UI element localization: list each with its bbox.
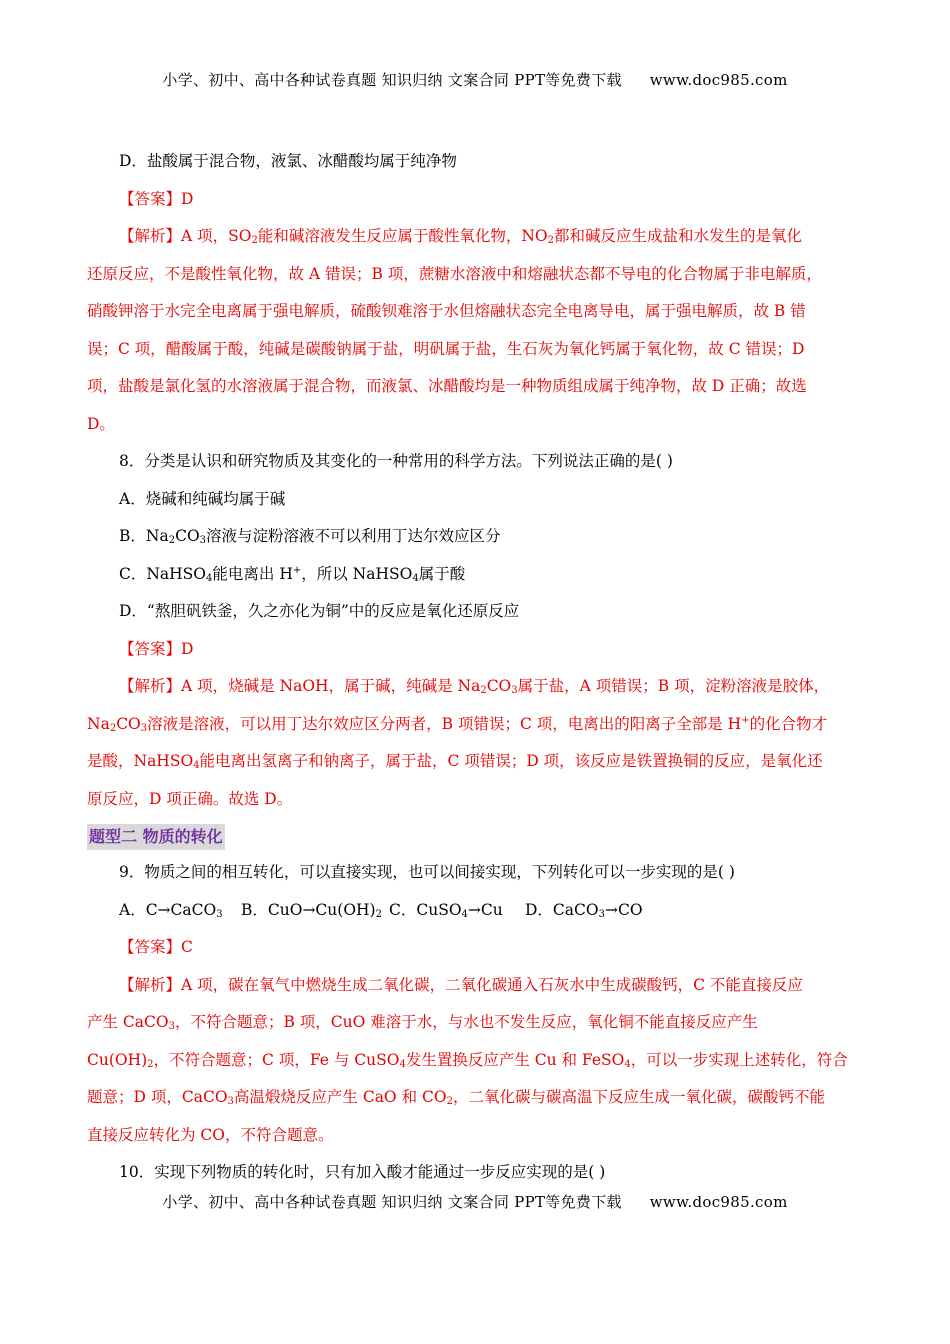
footer-text: 小学、初中、高中各种试卷真题 知识归纳 文案合同 PPT等免费下载 <box>162 1193 622 1211</box>
q7-analysis-line: 【解析】A 项，$SO_2$能和碱溶液发生反应属于酸性氧化物，$NO_2$都和碱反应生成盐和水发生的是氧化 <box>119 227 802 246</box>
q8-option-c: C．NaHSO$_4$能电离出 H+，所以 NaHSO$_4$属于酸 <box>119 564 466 584</box>
q9-answer: 【答案】C <box>119 938 193 956</box>
q7-answer: 【答案】D <box>119 189 194 208</box>
q9-analysis-line: 直接反应转化为 CO，不符合题意。 <box>87 1125 334 1144</box>
q9-option-c: C．CuSO$_4$→Cu <box>389 900 503 920</box>
q8-answer: 【答案】D <box>119 639 194 658</box>
q8-option-a: A．烧碱和纯碱均属于碱 <box>119 489 286 508</box>
q9-analysis-line: 【解析】A 项，碳在氧气中燃烧生成二氧化碳，二氧化碳通入石灰水中生成碳酸钙，C 不能直接反应 <box>119 975 803 994</box>
page-footer <box>0 1191 950 1212</box>
q7-option-d: D．盐酸属于混合物，液氯、冰醋酸均属于纯净物 <box>119 152 457 170</box>
q9-analysis-line: $Cu(OH)_2$，不符合题意；C 项，Fe 与 CuSO$_4$发生置换反应产生 Cu 和 FeSO$_4$，可以一步实现上述转化，符合 <box>87 1050 848 1070</box>
q9-stem: 9．物质之间的相互转化，可以直接实现，也可以间接实现，下列转化可以一步实现的是( ) <box>119 863 735 881</box>
q10-stem: 10．实现下列物质的转化时，只有加入酸才能通过一步反应实现的是( ) <box>119 1163 606 1181</box>
q8-option-d: D．“熬胆矾铁釜，久之亦化为铜”中的反应是氧化还原反应 <box>119 602 520 620</box>
section-heading: 题型二 物质的转化 <box>87 824 225 850</box>
header-text: 小学、初中、高中各种试卷真题 知识归纳 文案合同 PPT等免费下载 <box>162 71 622 89</box>
q8-analysis-line: $Na_2CO_3$溶液是溶液，可以用丁达尔效应区分两者，B 项错误；C 项，电离出的阳离子全部是 H+的化合物才 <box>87 714 828 734</box>
q8-analysis-line: 原反应，D 项正确。故选 D。 <box>87 789 293 808</box>
q9-analysis-line: 题意；D 项，CaCO$_3$高温煅烧反应产生 CaO 和 $CO_2$，二氧化碳与碳高温下反应生成一氧化碳，碳酸钙不能 <box>87 1088 825 1107</box>
q7-analysis-line: 硝酸钾溶于水完全电离属于强电解质，硫酸钡难溶于水但熔融状态完全电离导电，属于强电解质，故 B 错 <box>87 302 806 320</box>
q9-option-a: A．C→CaCO$_3$ <box>119 900 223 920</box>
q8-option-b: B．$Na_2CO_3$溶液与淀粉溶液不可以利用丁达尔效应区分 <box>119 527 501 546</box>
header-site: www.doc985.com <box>649 71 788 89</box>
q9-option-d: D．CaCO$_3$→CO <box>525 900 643 920</box>
q9-analysis-line: 产生 CaCO$_3$，不符合题意；B 项，CuO 难溶于水，与水也不发生反应，氧化铜不能直接反应产生 <box>87 1013 758 1032</box>
q9-options <box>87 892 865 930</box>
q7-analysis-line: 误；C 项，醋酸属于酸，纯碱是碳酸钠属于盐，明矾属于盐，生石灰为氧化钙属于氧化物，故 C 错误；D <box>87 339 805 358</box>
q7-analysis-line: D。 <box>87 414 115 433</box>
q8-stem: 8．分类是认识和研究物质及其变化的一种常用的科学方法。下列说法正确的是( ) <box>119 452 673 470</box>
q7-analysis-line: 还原反应，不是酸性氧化物，故 A 错误；B 项，蔗糖水溶液中和熔融状态都不导电的化合物属于非电解质， <box>87 264 822 283</box>
page-header <box>0 69 950 90</box>
q9-option-b: B．$CuO\to Cu(OH)_2$ <box>241 900 382 920</box>
q7-analysis-line: 项，盐酸是氯化氢的水溶液属于混合物，而液氯、冰醋酸均是一种物质组成属于纯净物，故 D 正确；故选 <box>87 377 807 395</box>
q8-analysis-line: 【解析】A 项，烧碱是 NaOH，属于碱，纯碱是 $Na_2CO_3$属于盐，A 项错误；B 项，淀粉溶液是胶体， <box>119 677 830 696</box>
q8-analysis-line: 是酸，NaHSO$_4$能电离出氢离子和钠离子，属于盐，C 项错误；D 项，该反应是铁置换铜的反应，是氧化还 <box>87 752 823 771</box>
footer-site: www.doc985.com <box>649 1193 788 1211</box>
section-heading-wrap <box>87 818 865 854</box>
content <box>87 143 865 1192</box>
